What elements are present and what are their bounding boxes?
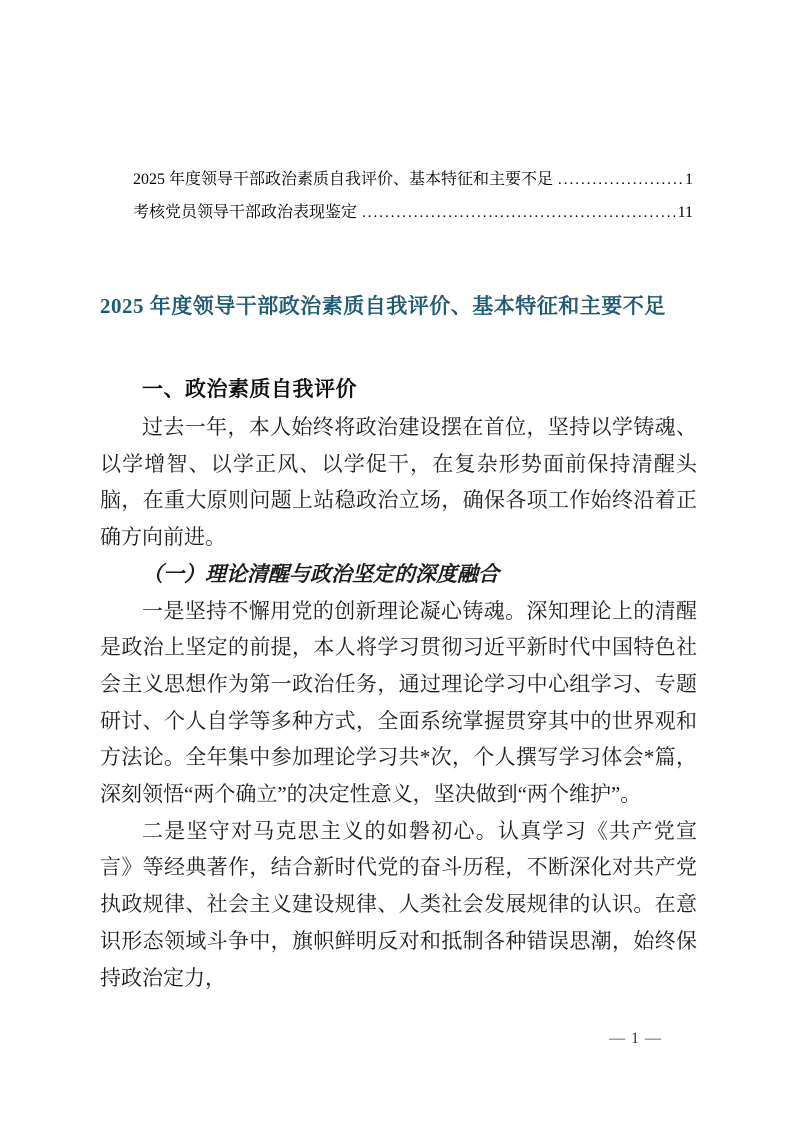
document-title: 2025 年度领导干部政治素质自我评价、基本特征和主要不足: [100, 294, 666, 318]
paragraph: 过去一年，本人始终将政治建设摆在首位，坚持以学铸魂、以学增智、以学正风、以学促干，在复杂形势面前保持清醒头脑，在重大原则问题上站稳政治立场，确保各项工作始终沿着正确方向前进。: [100, 415, 697, 550]
toc-entry[interactable]: [133, 199, 693, 232]
paragraph: 二是坚守对马克思主义的如磐初心。认真学习《共产党宣言》等经典著作，结合新时代党的奋斗历程，不断深化对共产党执政规律、社会主义建设规律、人类社会发展规律的认识。在意识形态领域斗争中，旗帜鲜明反对和抵制各种错误思潮，始终保持政治定力，: [100, 818, 697, 990]
toc-entry-label: 考核党员领导干部政治表现鉴定: [133, 204, 358, 221]
page-number: — 1 —: [609, 1030, 662, 1047]
toc-dot-leader: [362, 204, 675, 222]
toc-dot-leader: [558, 171, 682, 189]
toc-entry-page-number: 1: [685, 171, 693, 188]
subsection-heading: （一）理论清醒与政治坚定的深度融合: [142, 561, 499, 586]
toc-entry-page-number: 11: [677, 204, 693, 221]
paragraph: 一是坚持不懈用党的创新理论凝心铸魂。深知理论上的清醒是政治上坚定的前提，本人将学习贯彻习近平新时代中国特色社会主义思想作为第一政治任务，通过理论学习中心组学习、专题研讨、个人自学等多种方式，全面系统掌握贯穿其中的世界观和方法论。全年集中参加理论学习共*次，个人撰写学习体会*篇，深刻领悟“两个确立”的决定性意义，坚决做到“两个维护”。: [100, 598, 697, 807]
table-of-contents: [133, 166, 693, 232]
section-heading: 一、政治素质自我评价: [142, 378, 357, 401]
toc-entry[interactable]: [133, 166, 693, 199]
toc-entry-label: 2025 年度领导干部政治素质自我评价、基本特征和主要不足: [133, 171, 554, 188]
document-body: [100, 371, 697, 996]
